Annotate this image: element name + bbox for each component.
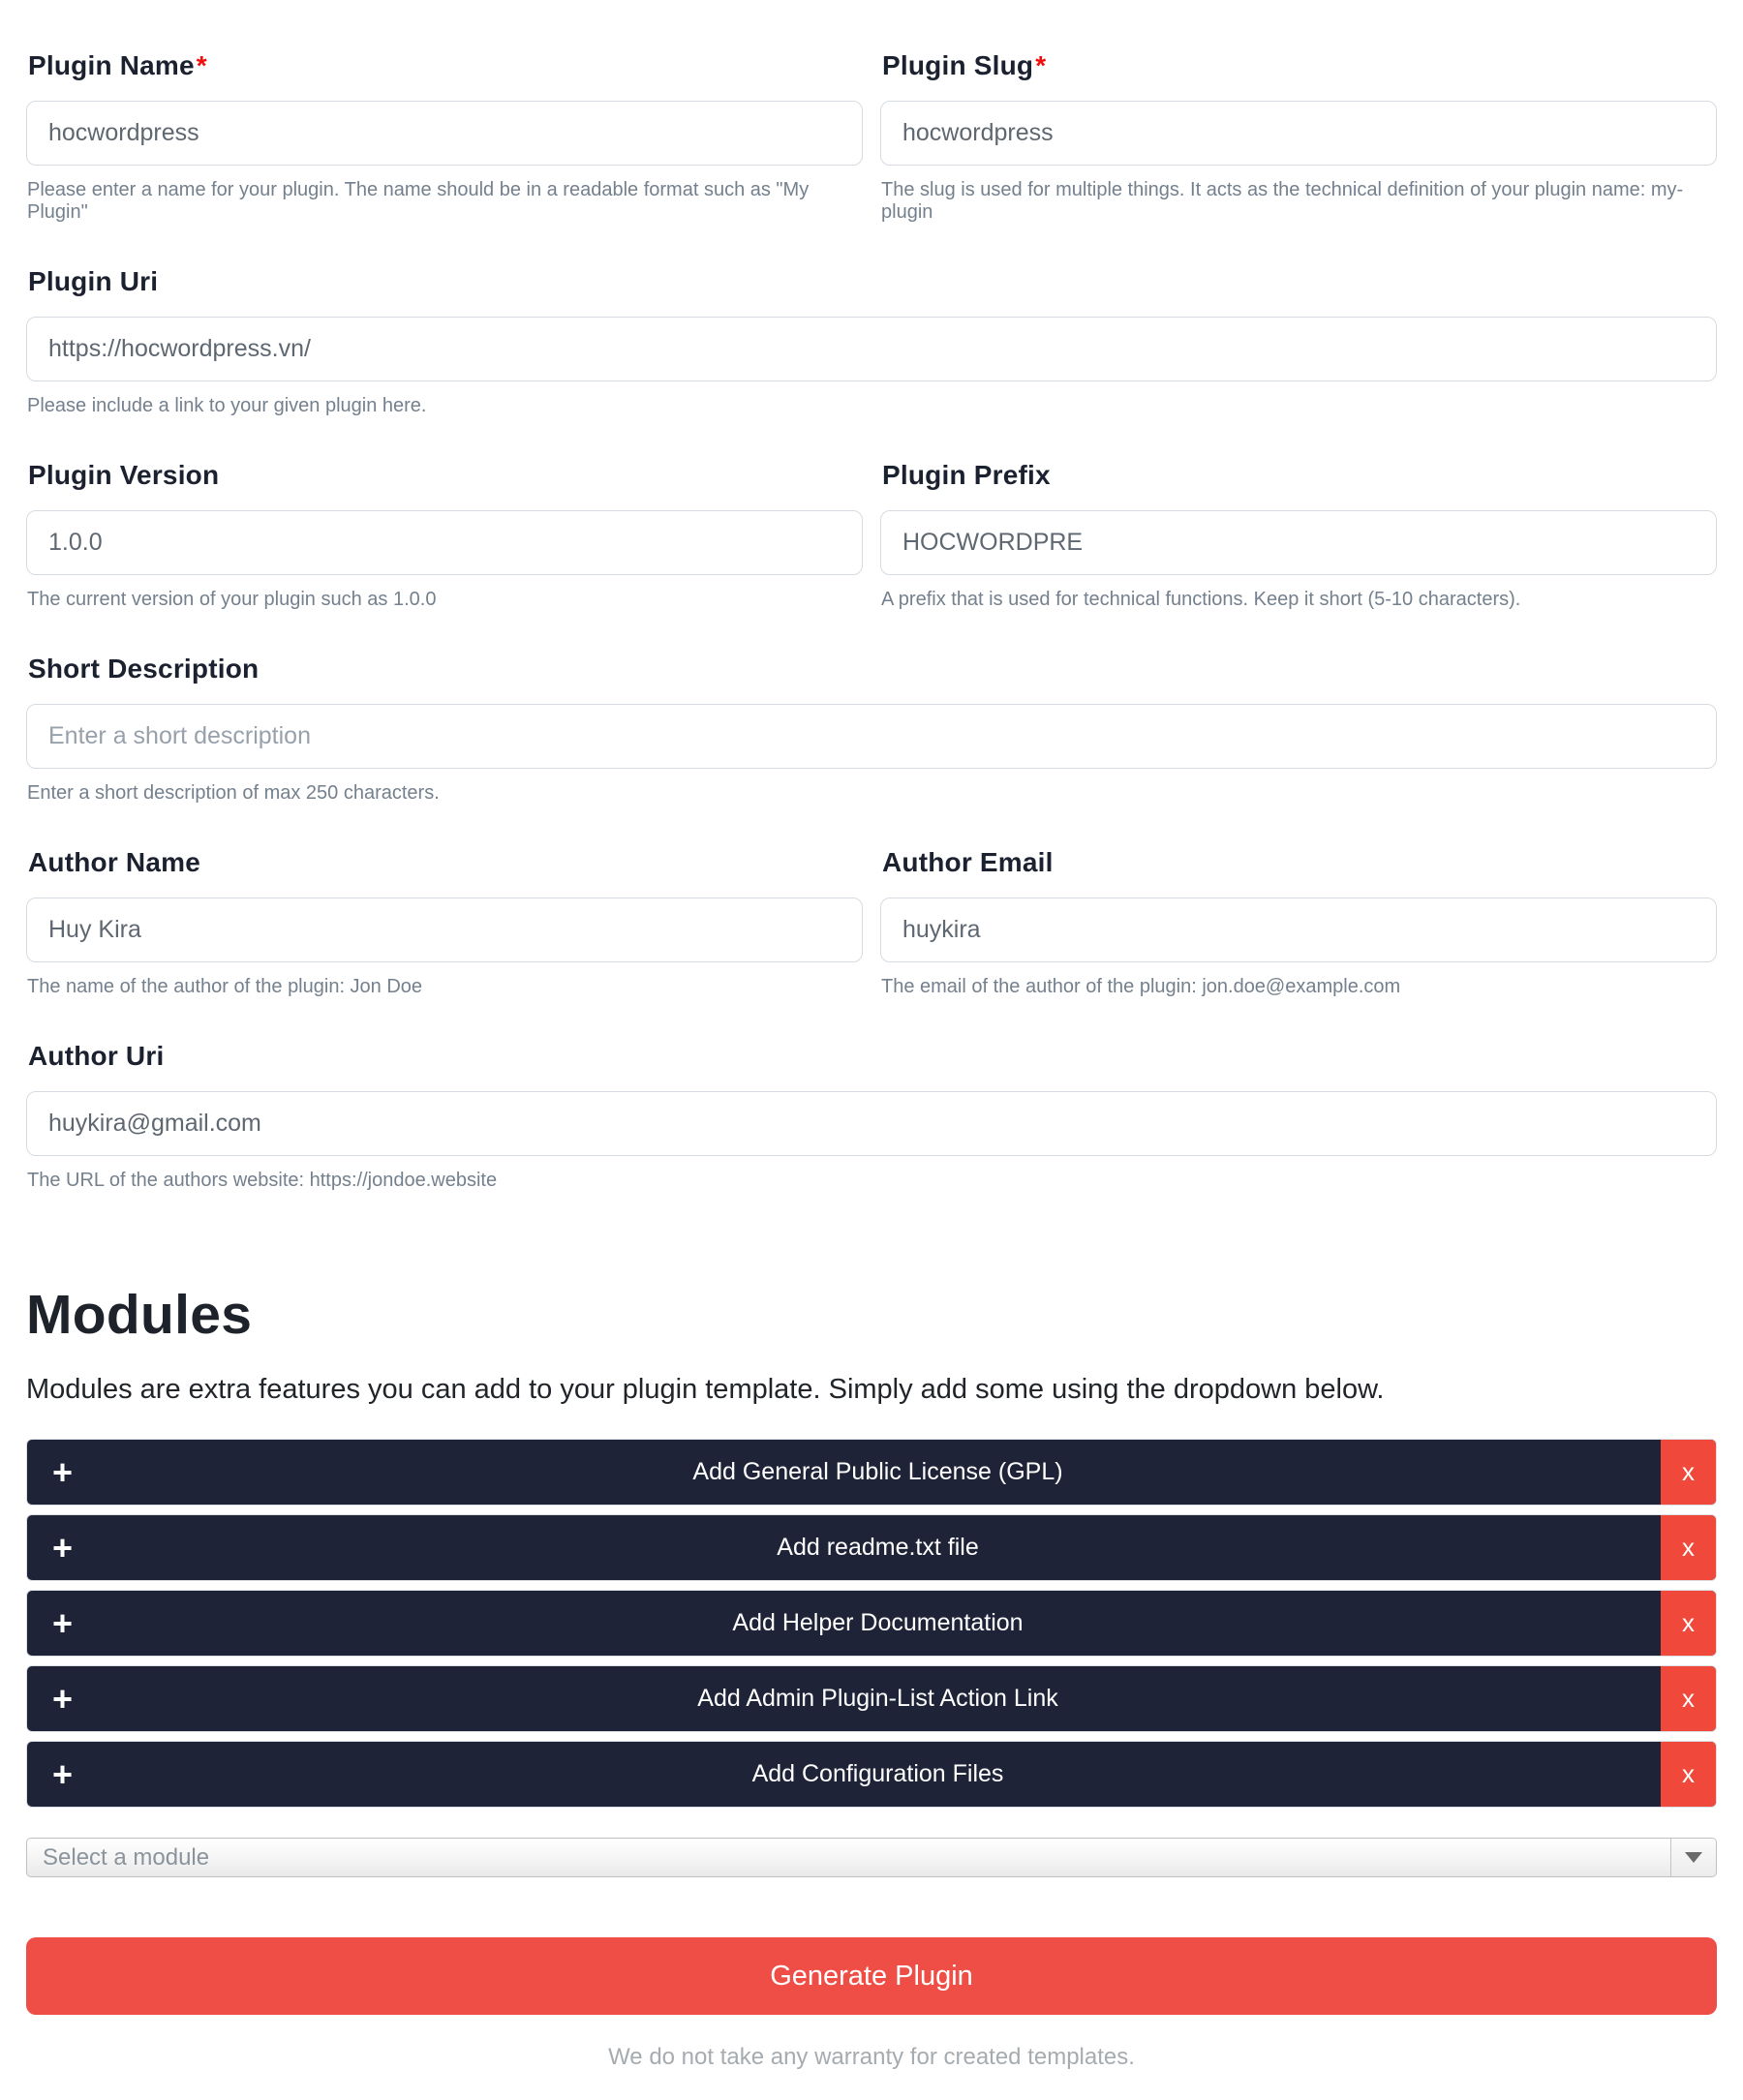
module-label: Add Configuration Files (751, 1760, 1004, 1787)
plus-icon: + (52, 1678, 74, 1719)
field-author-uri (26, 1041, 1717, 1192)
author-name-input[interactable] (26, 898, 863, 962)
plus-icon: + (52, 1753, 74, 1794)
author-uri-help: The URL of the authors website: https://jondoe.website (27, 1170, 498, 1191)
plugin-name-help: Please enter a name for your plugin. The name should be in a readable format such as "My Plugin" (27, 179, 810, 223)
module-item-gpl[interactable] (26, 1439, 1717, 1506)
label-text: Author Uri (28, 1041, 165, 1071)
module-item-readme[interactable] (26, 1514, 1717, 1581)
short-description-help: Enter a short description of max 250 characters. (27, 782, 440, 804)
label-text: Plugin Uri (28, 266, 159, 296)
plugin-prefix-help: A prefix that is used for technical functions. Keep it short (5-10 characters). (881, 589, 1521, 610)
short-description-input[interactable] (26, 704, 1717, 769)
field-plugin-prefix (880, 460, 1717, 611)
field-short-description (26, 654, 1717, 805)
plugin-prefix-label (882, 460, 1717, 491)
chevron-down-icon (1670, 1839, 1716, 1876)
label-text: Plugin Version (28, 460, 220, 490)
plugin-slug-help: The slug is used for multiple things. It acts as the technical definition of your plugin name: my-plugin (881, 179, 1684, 223)
modules-section-title: Modules (26, 1284, 253, 1346)
plugin-prefix-input[interactable] (880, 510, 1717, 575)
author-email-help: The email of the author of the plugin: jon.doe@example.com (881, 976, 1401, 997)
author-email-input[interactable] (880, 898, 1717, 962)
label-text: Short Description (28, 654, 260, 684)
plugin-version-label (28, 460, 863, 491)
required-asterisk: * (196, 50, 207, 80)
label-text: Author Name (28, 847, 200, 877)
module-label: Add General Public License (GPL) (692, 1458, 1063, 1485)
plugin-name-label (28, 50, 863, 81)
modules-list (26, 1439, 1717, 1808)
module-item-config-files[interactable] (26, 1741, 1717, 1808)
close-icon[interactable]: x (1661, 1666, 1716, 1731)
close-icon[interactable]: x (1661, 1440, 1716, 1505)
module-label: Add Admin Plugin-List Action Link (697, 1685, 1058, 1712)
short-description-label (28, 654, 1717, 685)
close-icon[interactable]: x (1661, 1742, 1716, 1807)
module-label: Add readme.txt file (777, 1534, 979, 1561)
field-plugin-version (26, 460, 863, 611)
author-email-label (882, 847, 1717, 878)
plugin-slug-input[interactable] (880, 101, 1717, 166)
author-name-label (28, 847, 863, 878)
module-label: Add Helper Documentation (732, 1609, 1024, 1636)
plugin-name-input[interactable] (26, 101, 863, 166)
plus-icon: + (52, 1602, 74, 1643)
label-text: Plugin Name (28, 50, 195, 80)
close-icon[interactable]: x (1661, 1515, 1716, 1580)
required-asterisk: * (1035, 50, 1047, 80)
label-text: Author Email (882, 847, 1054, 877)
author-uri-label (28, 1041, 1717, 1072)
field-author-name (26, 847, 863, 998)
module-select-placeholder: Select a module (43, 1843, 210, 1871)
generate-plugin-button[interactable]: Generate Plugin (26, 1937, 1717, 2015)
close-icon[interactable]: x (1661, 1591, 1716, 1656)
plugin-uri-input[interactable] (26, 317, 1717, 381)
plugin-slug-label (882, 50, 1717, 81)
module-item-action-link[interactable] (26, 1665, 1717, 1732)
module-item-helper-docs[interactable] (26, 1590, 1717, 1657)
plugin-uri-help: Please include a link to your given plugin here. (27, 395, 427, 416)
plugin-version-input[interactable] (26, 510, 863, 575)
plus-icon: + (52, 1451, 74, 1492)
field-author-email (880, 847, 1717, 998)
field-plugin-slug (880, 50, 1717, 224)
plugin-version-help: The current version of your plugin such as 1.0.0 (27, 589, 437, 610)
plugin-uri-label (28, 266, 1717, 297)
field-plugin-name (26, 50, 863, 224)
label-text: Plugin Prefix (882, 460, 1051, 490)
modules-section-description: Modules are extra features you can add to your plugin template. Simply add some using the dropdown below. (26, 1374, 1385, 1405)
warranty-disclaimer: We do not take any warranty for created templates. (608, 2044, 1135, 2070)
plus-icon: + (52, 1527, 74, 1567)
field-plugin-uri (26, 266, 1717, 417)
author-name-help: The name of the author of the plugin: Jon Doe (27, 976, 423, 997)
module-select[interactable] (26, 1838, 1717, 1877)
author-uri-input[interactable] (26, 1091, 1717, 1156)
label-text: Plugin Slug (882, 50, 1034, 80)
